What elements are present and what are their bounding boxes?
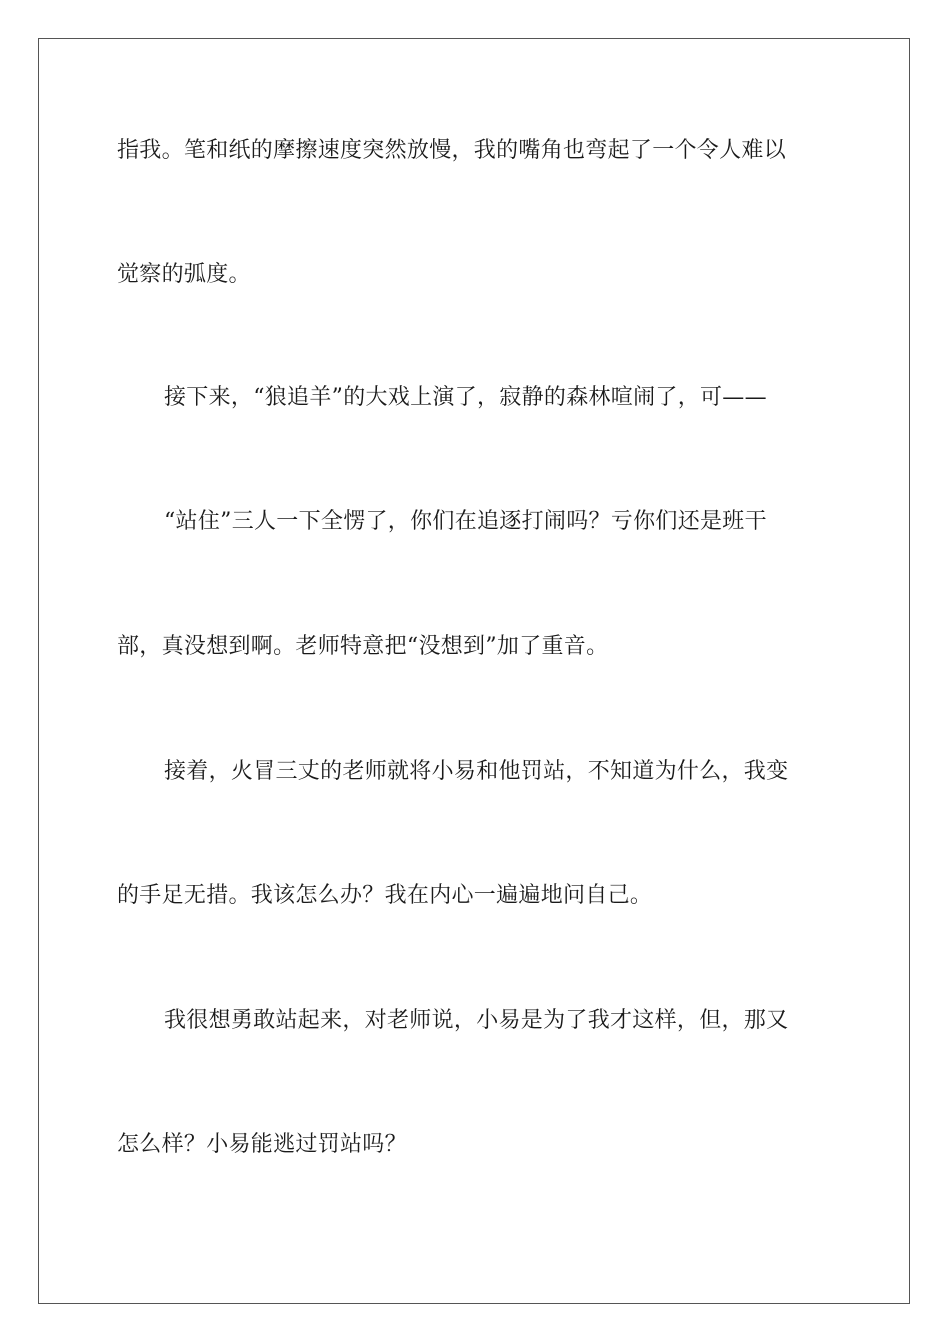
paragraph-first-line: “站住”三人一下全愣了，你们在追逐打闹吗？亏你们还是班干 bbox=[164, 509, 767, 534]
paragraph-first-line: 接下来，“狼追羊”的大戏上演了，寂静的森林喧闹了，可—— bbox=[164, 385, 767, 410]
page-border bbox=[38, 38, 910, 1304]
paragraph-first-line: 我很想勇敢站起来，对老师说，小易是为了我才这样，但，那又 bbox=[164, 1008, 789, 1033]
text-line: 怎么样？小易能逃过罚站吗？ bbox=[117, 1132, 407, 1157]
text-line: 的手足无措。我该怎么办？我在内心一遍遍地问自己。 bbox=[117, 883, 653, 908]
text-line: 部，真没想到啊。老师特意把“没想到”加了重音。 bbox=[117, 634, 609, 659]
text-line: 指我。笔和纸的摩擦速度突然放慢，我的嘴角也弯起了一个令人难以 bbox=[117, 138, 787, 163]
text-line: 觉察的弧度。 bbox=[117, 262, 251, 287]
paragraph-first-line: 接着，火冒三丈的老师就将小易和他罚站，不知道为什么，我变 bbox=[164, 759, 789, 784]
